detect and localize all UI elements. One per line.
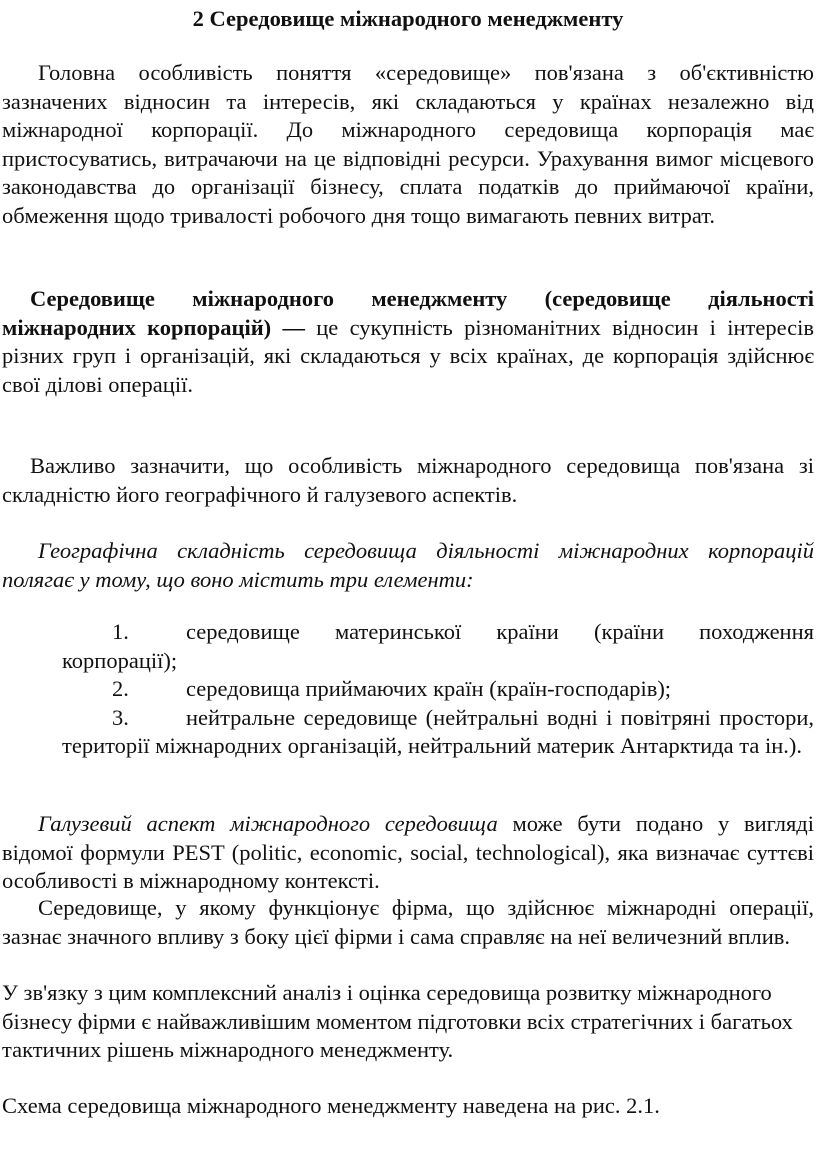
paragraph-complex-analysis: У зв'язку з цим комплексний аналіз і оцінка середовища розвитку міжнародного бізнесу фірми є найважливішим моментом підготовки всіх стратегічних і багатьох тактичних рішень міжнародного менеджменту.: [2, 980, 793, 1062]
paragraph-industry-aspect: [2, 810, 814, 896]
list-item-text: середовище материнської країни (країни походження корпорації);: [62, 619, 814, 673]
industry-aspect-text: може бути подано у вигляді відомої формули PEST (politic, economic, social, technological), яка визначає суттєві особливості в міжнародному контексті.: [2, 811, 815, 893]
definition-term: Середовище міжнародного менеджменту (середовище діяльності міжнародних корпорацій) —: [2, 286, 814, 340]
list-item-number: 2.: [112, 676, 129, 701]
list-item: [62, 618, 814, 675]
elements-list: [62, 618, 814, 761]
paragraph-geographic-complexity: Географічна складність середовища діяльності міжнародних корпорацій полягає у тому, що воно містить три елементи:: [2, 538, 814, 592]
list-item-text: нейтральне середовище (нейтральні водні і повітряні простори, території міжнародних організацій, нейтральний материк Антарктида та ін.).: [62, 704, 814, 758]
industry-aspect-term: Галузевий аспект міжнародного середовища: [38, 811, 498, 836]
list-item: [62, 704, 814, 761]
definition-text: це сукупність різноманітних відносин і інтересів різних груп і організацій, які складаються у всіх країнах, де корпорація здійснює свої ділові операції.: [2, 314, 814, 397]
paragraph-definition: [2, 285, 814, 399]
paragraph-environment-concept: Головна особливість поняття «середовище» пов'язана з об'єктивністю зазначених відносин та інтересів, які складаються у країнах незалежно від міжнародної корпорації. До міжнародного середовища корпорація має пристосуватись, витрачаючи на це відповідні ресурси. Урахування вимог місцевого законодавства до організації бізнесу, сплата податків до приймаючої країни, обмеження щодо тривалості робочого дня тощо вимагають певних витрат.: [2, 60, 814, 228]
paragraph-important-note: Важливо зазначити, що особливість міжнародного середовища пов'язана зі складністю його географічного й галузевого аспектів.: [2, 453, 814, 507]
list-item: [62, 675, 814, 704]
paragraph-figure-reference: Схема середовища міжнародного менеджменту наведена на рис. 2.1.: [2, 1093, 660, 1118]
list-item-number: 1.: [112, 619, 129, 644]
paragraph-firm-environment: Середовище, у якому функціонує фірма, що здійснює міжнародні операції, зазнає значного впливу з боку цієї фірми і сама справляє на неї величезний вплив.: [2, 895, 814, 949]
page-title: 2 Середовище міжнародного менеджменту: [192, 6, 624, 31]
list-item-text: середовища приймаючих країн (країн-господарів);: [186, 676, 672, 701]
list-item-number: 3.: [112, 704, 129, 730]
